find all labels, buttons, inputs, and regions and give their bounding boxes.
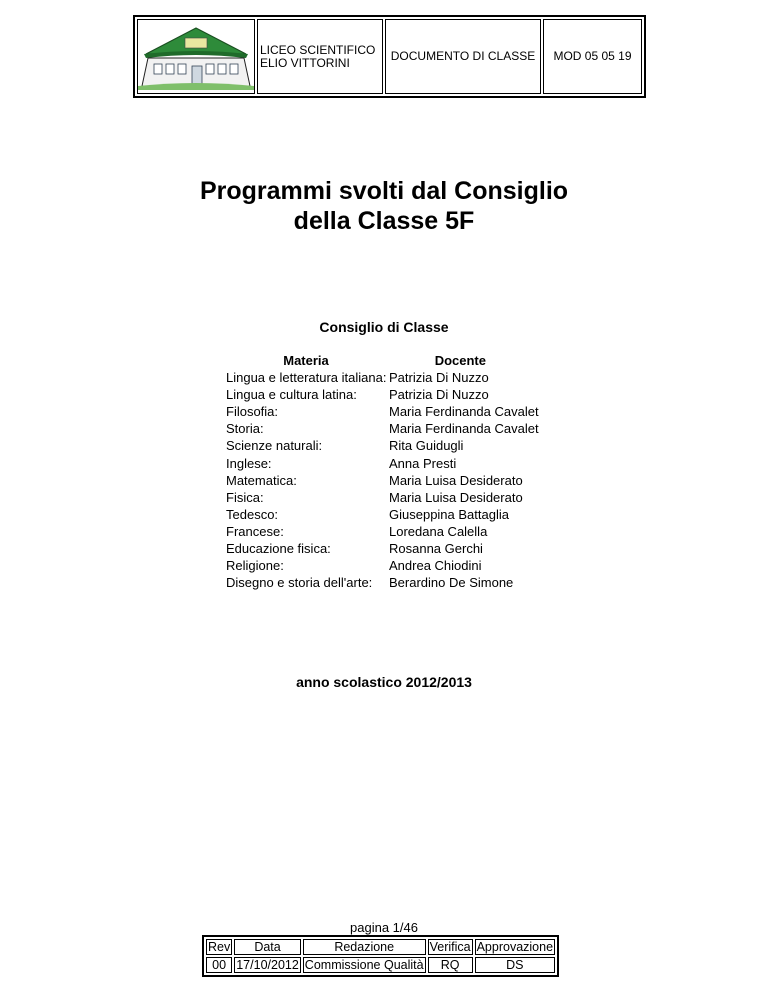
document-type: DOCUMENTO DI CLASSE: [385, 19, 541, 94]
teacher-cell: Maria Ferdinanda Cavalet: [389, 421, 539, 437]
subject-cell: Disegno e storia dell'arte:: [226, 575, 373, 591]
school-logo: [137, 19, 255, 94]
school-name-line1: LICEO SCIENTIFICO: [260, 42, 376, 57]
school-name-cell: [257, 19, 383, 94]
page-title: [0, 176, 768, 236]
footer-value-verifica: RQ: [428, 957, 473, 973]
school-name-line2: ELIO VITTORINI: [260, 55, 350, 70]
subject-cell: Matematica:: [226, 472, 297, 488]
council-heading: Consiglio di Classe: [319, 319, 449, 335]
footer-value-data: 17/10/2012: [236, 958, 299, 972]
council-row: [226, 540, 539, 557]
council-row: [226, 369, 539, 386]
council-row: [226, 506, 539, 523]
footer-table: [202, 935, 559, 977]
subject-cell: Inglese:: [226, 455, 272, 471]
footer-value-redazione: Commissione Qualità: [304, 958, 424, 972]
subject-cell: Fisica:: [226, 489, 264, 505]
subject-cell: Religione:: [226, 558, 284, 574]
school-year: anno scolastico 2012/2013: [296, 674, 472, 690]
council-row: [226, 557, 539, 574]
teacher-cell: Giuseppina Battaglia: [389, 506, 509, 522]
subject-cell: Filosofia:: [226, 404, 279, 420]
title-line1: Programmi svolti dal Consiglio: [199, 177, 569, 205]
council-header-row: [226, 352, 539, 369]
subject-cell: Scienze naturali:: [226, 438, 323, 454]
council-row: [226, 455, 539, 472]
council-row: [226, 472, 539, 489]
subject-cell: Educazione fisica:: [226, 541, 331, 557]
council-row: [226, 403, 539, 420]
council-table: [226, 352, 539, 591]
footer-header-rev: Rev: [208, 940, 231, 954]
footer-header-data: Data: [234, 939, 301, 955]
council-row: [226, 523, 539, 540]
footer-header-redazione: Redazione: [303, 939, 426, 955]
title-line2: della Classe 5F: [293, 207, 475, 235]
footer-value-approvazione: DS: [475, 957, 555, 973]
teacher-cell: Maria Luisa Desiderato: [389, 489, 523, 505]
teacher-cell: Maria Luisa Desiderato: [389, 472, 523, 488]
subject-cell: Storia:: [226, 421, 264, 437]
footer-header-approvazione: Approvazione: [476, 940, 554, 954]
footer-value-rev: 00: [206, 957, 232, 973]
subject-cell: Lingua e cultura latina:: [226, 387, 357, 403]
council-row: [226, 420, 539, 437]
module-code: MOD 05 05 19: [543, 19, 642, 94]
teacher-cell: Patrizia Di Nuzzo: [389, 370, 489, 386]
teacher-cell: Anna Presti: [389, 455, 457, 471]
teacher-cell: Patrizia Di Nuzzo: [389, 387, 489, 403]
teacher-cell: Berardino De Simone: [389, 575, 514, 591]
council-row: [226, 489, 539, 506]
teacher-column-header: Docente: [434, 353, 486, 368]
subject-cell: Lingua e letteratura italiana:: [226, 370, 387, 386]
subject-column-header: Materia: [283, 353, 329, 368]
teacher-cell: Rosanna Gerchi: [389, 541, 483, 557]
teacher-cell: Rita Guidugli: [389, 438, 464, 454]
subject-cell: Tedesco:: [226, 506, 279, 522]
page-number: pagina 1/46: [350, 920, 418, 935]
subject-cell: Francese:: [226, 523, 284, 539]
teacher-cell: Loredana Calella: [389, 523, 488, 539]
council-row: [226, 386, 539, 403]
school-building-icon: [138, 20, 254, 90]
teacher-cell: Andrea Chiodini: [389, 558, 482, 574]
header-table: [133, 15, 646, 98]
teacher-cell: Maria Ferdinanda Cavalet: [389, 404, 539, 420]
footer-header-verifica: Verifica: [429, 940, 471, 954]
council-row: [226, 574, 539, 591]
council-row: [226, 437, 539, 454]
